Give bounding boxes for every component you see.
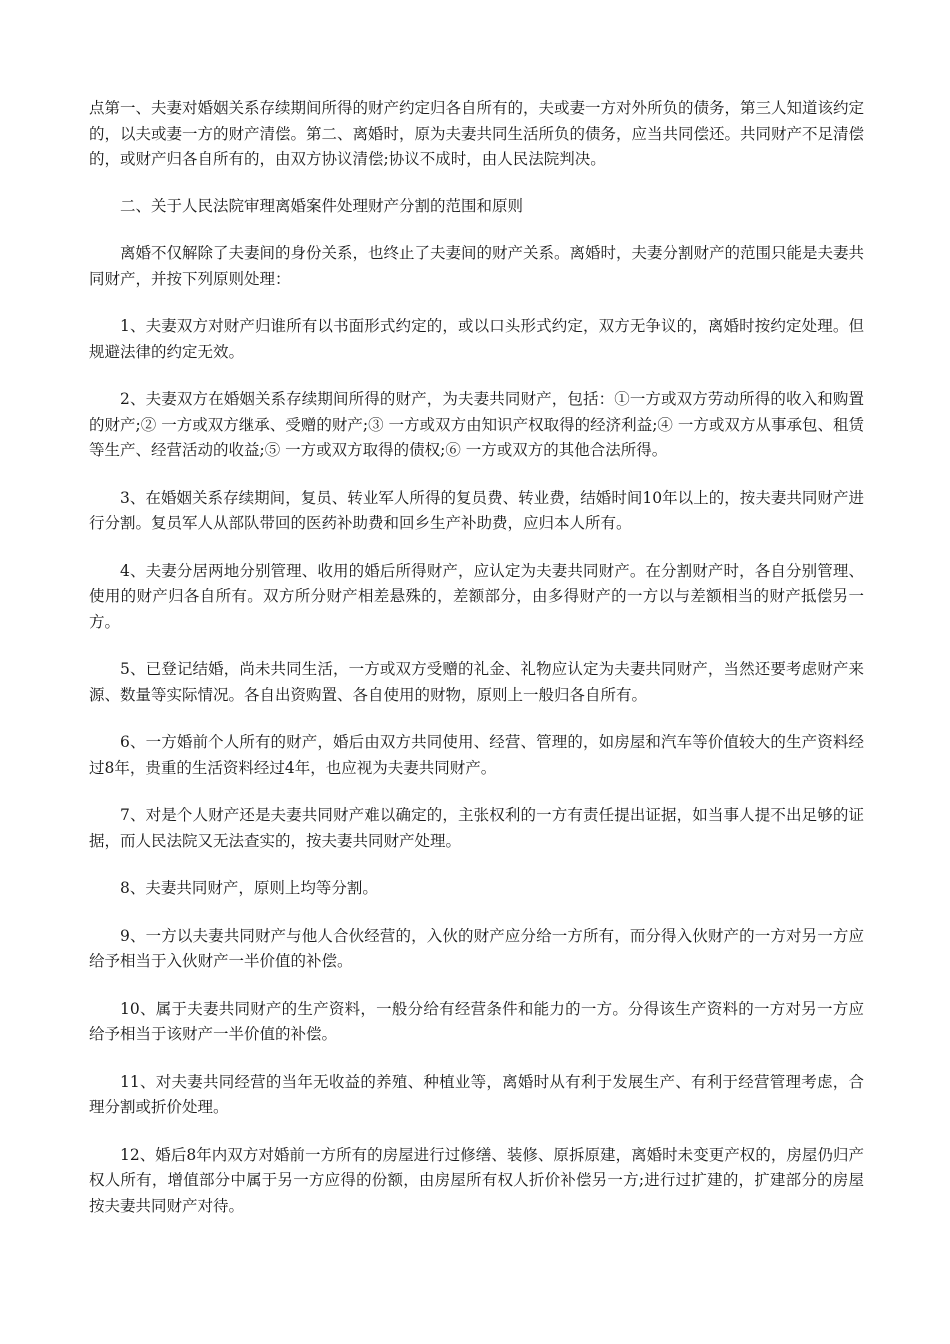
list-item-10: 10、属于夫妻共同财产的生产资料，一般分给有经营条件和能力的一方。分得该生产资料的一方对另一方应给予相当于该财产一半价值的补偿。	[89, 999, 864, 1043]
section-heading: 二、关于人民法院审理离婚案件处理财产分割的范围和原则	[120, 196, 524, 215]
list-item-12: 12、婚后8年内双方对婚前一方所有的房屋进行过修缮、装修、原拆原建，离婚时未变更产权的，房屋仍归产权人所有，增值部分中属于另一方应得的份额，由房屋所有权人折价补偿另一方;进行过扩建的，扩建部分的房屋按夫妻共同财产对待。	[89, 1145, 864, 1215]
list-item-1: 1、夫妻双方对财产归谁所有以书面形式约定的，或以口头形式约定，双方无争议的，离婚时按约定处理。但规避法律的约定无效。	[89, 317, 864, 361]
list-item-8: 8、夫妻共同财产，原则上均等分割。	[120, 879, 378, 897]
list-item-11: 11、对夫妻共同经营的当年无收益的养殖、种植业等，离婚时从有利于发展生产、有利于经营管理考虑，合理分割或折价处理。	[89, 1072, 864, 1116]
paragraph-intro: 离婚不仅解除了夫妻间的身份关系，也终止了夫妻间的财产关系。离婚时，夫妻分割财产的范围只能是夫妻共同财产，并按下列原则处理：	[89, 244, 865, 288]
paragraph-continuation: 点第一、夫妻对婚姻关系存续期间所得的财产约定归各自所有的，夫或妻一方对外所负的债务，第三人知道该约定的，以夫或妻一方的财产清偿。第二、离婚时，原为夫妻共同生活所负的债务，应当共同偿还。共同财产不足清偿的，或财产归各自所有的，由双方协议清偿;协议不成时，由人民法院判决。	[89, 99, 865, 168]
list-item-7: 7、对是个人财产还是夫妻共同财产难以确定的，主张权利的一方有责任提出证据，如当事人提不出足够的证据，而人民法院又无法查实的，按夫妻共同财产处理。	[89, 806, 864, 850]
list-item-4: 4、夫妻分居两地分别管理、收用的婚后所得财产，应认定为夫妻共同财产。在分割财产时，各自分别管理、使用的财产归各自所有。双方所分财产相差悬殊的，差额部分，由多得财产的一方以与差额相当的财产抵偿另一方。	[89, 561, 864, 631]
list-item-6: 6、一方婚前个人所有的财产，婚后由双方共同使用、经营、管理的，如房屋和汽车等价值较大的生产资料经过8年，贵重的生活资料经过4年，也应视为夫妻共同财产。	[89, 733, 864, 777]
list-item-3: 3、在婚姻关系存续期间，复员、转业军人所得的复员费、转业费，结婚时间10年以上的，按夫妻共同财产进行分割。复员军人从部队带回的医药补助费和回乡生产补助费，应归本人所有。	[89, 488, 864, 532]
list-item-9: 9、一方以夫妻共同财产与他人合伙经营的，入伙的财产应分给一方所有，而分得入伙财产的一方对另一方应给予相当于入伙财产一半价值的补偿。	[89, 926, 864, 970]
list-item-2: 2、夫妻双方在婚姻关系存续期间所得的财产，为夫妻共同财产，包括：①一方或双方劳动所得的收入和购置的财产;② 一方或双方继承、受赠的财产;③ 一方或双方由知识产权取得的经济利益;④ 一方或双方从事承包、租赁等生产、经营活动的收益;⑤ 一方或双方取得的债权;⑥ 一方或双方的其他合法所得。	[89, 390, 864, 459]
document-body	[89, 96, 864, 1241]
list-item-5: 5、已登记结婚，尚未共同生活，一方或双方受赠的礼金、礼物应认定为夫妻共同财产，当然还要考虑财产来源、数量等实际情况。各自出资购置、各自使用的财物，原则上一般归各自所有。	[89, 660, 864, 704]
